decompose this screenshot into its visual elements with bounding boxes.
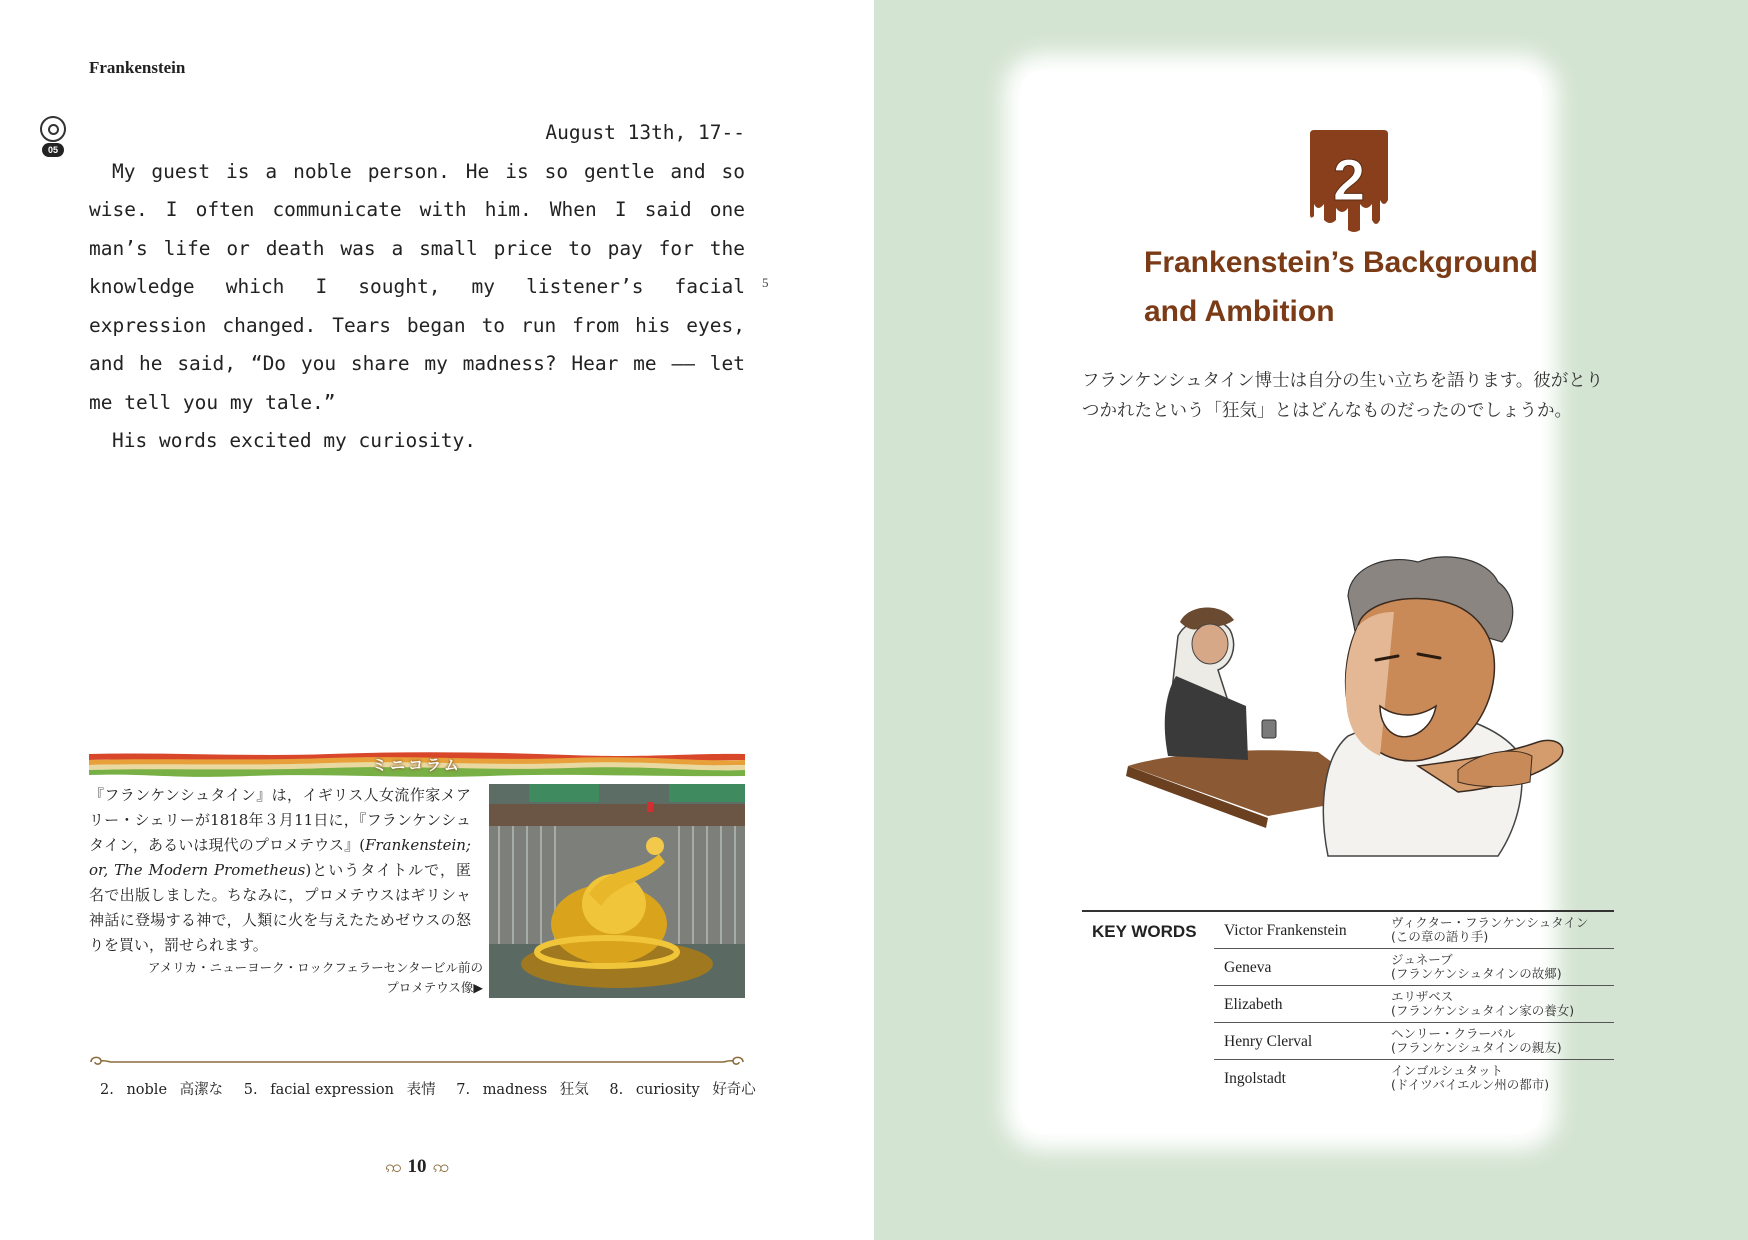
photo-caption-line-1: アメリカ・ニューヨーク・ロックフェラーセンタービル前の	[147, 960, 483, 975]
glossary-num: 5.	[243, 1082, 258, 1098]
glossary-num: 2.	[100, 1082, 114, 1098]
key-word-ja-term: ヴィクター・フランケンシュタイン	[1391, 915, 1589, 930]
key-word-row	[1214, 912, 1614, 949]
story-paragraph-2: His words excited my curiosity.	[112, 429, 476, 452]
story-paragraph-1: My guest is a noble person. He is so gentle and so wise. I often communicate with him. When I said one man’s life or death was a small price to pay for the knowledge which I sought, my listener’s facial expression changed. Tears began to run from his eyes, and he said, “Do you share my madness? Hear me ―― let me tell you my tale.”	[89, 159, 745, 414]
key-word-ja-note: (フランケンシュタイン家の養女)	[1391, 1003, 1575, 1018]
key-word-ja-note: (この章の語り手)	[1391, 929, 1489, 944]
letter-date: August 13th, 17--	[545, 121, 745, 144]
audio-track-badge[interactable]: 05	[42, 143, 64, 157]
key-word-ja-term: ヘンリー・クラーバル	[1391, 1026, 1516, 1041]
line-number: 5	[762, 275, 769, 290]
page-number-area	[0, 1156, 834, 1181]
glossary-meaning: 高潔な	[179, 1082, 224, 1098]
key-word-en: Geneva	[1224, 959, 1272, 976]
prometheus-statue-photo	[489, 784, 745, 998]
glossary-num: 7.	[456, 1082, 471, 1098]
key-word-row	[1214, 986, 1614, 1023]
key-word-ja	[1391, 1027, 1562, 1055]
key-word-ja	[1391, 916, 1588, 944]
chapter-number-badge	[1308, 130, 1390, 233]
column-text-part-1: 『フランケンシュタイン』は，イギリス人女流作家メアリー・シェリーが1818年３月11日に，『フランケンシュタイン，あるいは現代のプロメテウス』(	[89, 786, 471, 854]
chapter-title	[1144, 238, 1664, 336]
chapter-title-line-2: and Ambition	[1144, 295, 1335, 328]
glossary-meaning: 好奇心	[712, 1082, 756, 1098]
glossary-word: noble	[126, 1082, 168, 1098]
key-word-row	[1214, 949, 1614, 986]
column-text	[89, 783, 471, 958]
glossary-item	[456, 1082, 597, 1098]
key-word-ja	[1391, 1064, 1549, 1092]
chapter-title-line-1: Frankenstein’s Background	[1144, 246, 1538, 279]
key-word-row	[1214, 1060, 1614, 1096]
photo-caption-line-2: プロメテウス像▶	[386, 980, 483, 995]
key-word-ja-term: インゴルシュタット	[1391, 1063, 1503, 1078]
key-word-en: Elizabeth	[1224, 996, 1283, 1013]
glossary	[100, 1078, 772, 1099]
key-word-en: Henry Clerval	[1224, 1033, 1313, 1050]
glossary-num: 8.	[609, 1082, 624, 1098]
glossary-item	[609, 1082, 763, 1098]
key-word-ja-term: エリザベス	[1391, 989, 1454, 1004]
column-text-part-2: )というタイトルで，匿名で出版しました。ちなみに，プロメテウスはギリシャ神話に登場する神で，人類に火を与えたためゼウスの怒りを買い，罰せられます。	[89, 861, 471, 954]
key-word-ja-note: (ドイツバイエルン州の都市)	[1391, 1077, 1550, 1092]
glossary-item	[244, 1082, 444, 1098]
key-word-ja	[1391, 990, 1574, 1018]
column-title: ミニコラム	[372, 756, 462, 774]
glossary-word: curiosity	[635, 1082, 700, 1098]
running-head: Frankenstein	[89, 58, 186, 77]
glossary-item	[100, 1082, 231, 1098]
key-word-ja-term: ジュネーブ	[1391, 952, 1453, 967]
glossary-word: facial expression	[270, 1082, 395, 1098]
key-words-label: KEY WORDS	[1092, 922, 1197, 941]
photo-caption	[89, 958, 483, 998]
swirl-right-icon: ꩡ	[432, 1157, 449, 1176]
page-number: 10	[407, 1156, 427, 1177]
chapter-intro: フランケンシュタイン博士は自分の生い立ちを語ります。彼がとりつかれたという「狂気」とはどんなものだったのでしょうか。	[1082, 371, 1604, 421]
key-word-ja	[1391, 953, 1562, 981]
frankenstein-illustration	[1118, 556, 1576, 876]
story-text	[89, 114, 745, 461]
cd-icon[interactable]	[40, 116, 66, 142]
ornament-divider	[89, 1054, 745, 1070]
key-word-en: Ingolstadt	[1224, 1070, 1286, 1087]
key-word-en: Victor Frankenstein	[1224, 922, 1347, 939]
chapter-number: 2	[1332, 148, 1366, 213]
key-word-ja-note: (フランケンシュタインの親友)	[1391, 1040, 1562, 1055]
glossary-meaning: 表情	[406, 1082, 436, 1098]
key-word-ja-note: (フランケンシュタインの故郷)	[1391, 966, 1562, 981]
key-word-row	[1214, 1023, 1614, 1060]
glossary-word: madness	[482, 1082, 548, 1098]
glossary-meaning: 狂気	[559, 1082, 589, 1098]
column-book-title: Frankenstein; or, The Modern Prometheus	[89, 836, 471, 879]
swirl-left-icon: ꩡ	[385, 1157, 402, 1176]
